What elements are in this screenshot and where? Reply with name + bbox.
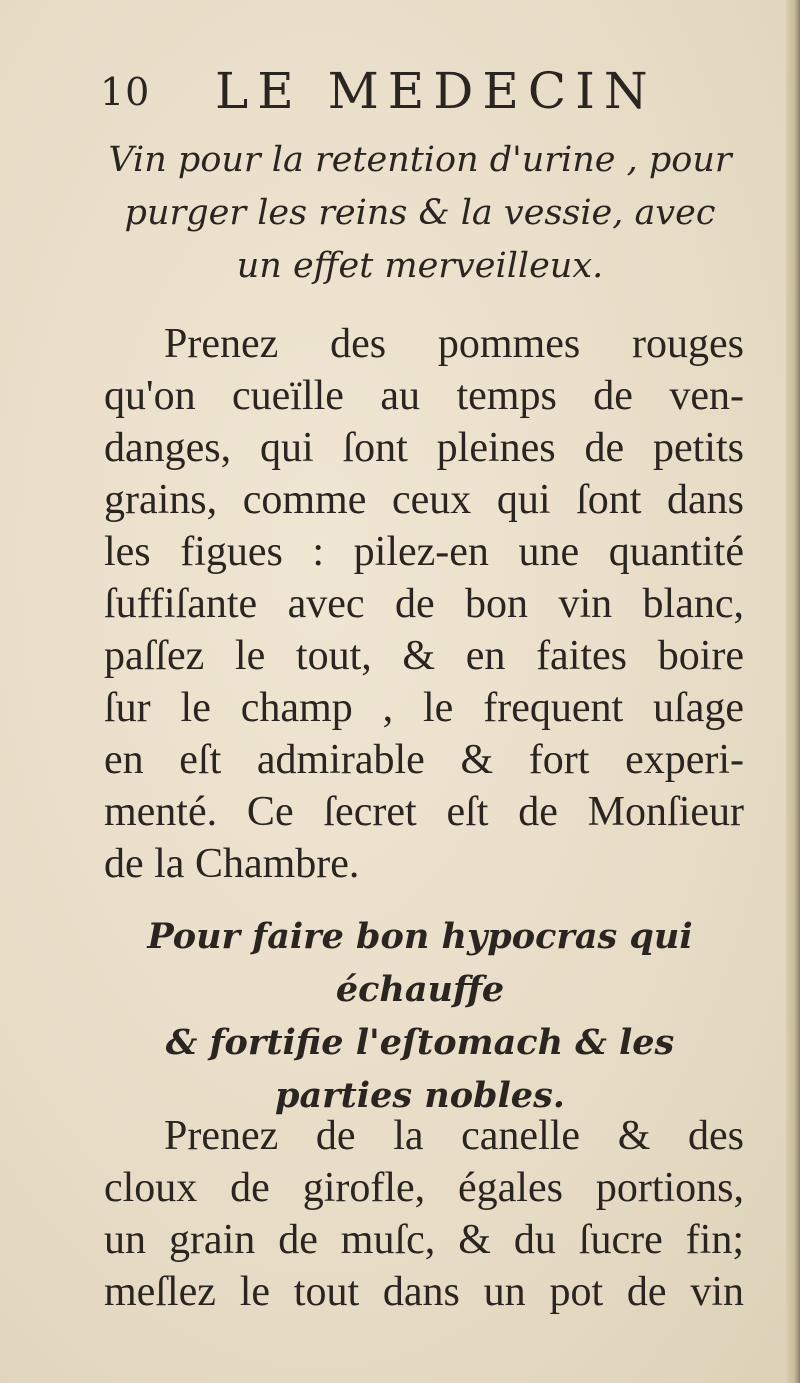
text-line: de la Chambre. <box>104 841 360 887</box>
heading-line: un effet merveilleux. <box>236 246 604 286</box>
page-edge <box>786 0 800 1383</box>
text-line: Prenez de la canelle & des <box>164 1113 744 1159</box>
text-line: qu'on cueïlle au temps de ven- <box>104 373 744 419</box>
text-line: ſur le champ , le frequent uſage <box>104 685 744 731</box>
recipe-heading-1 <box>100 134 740 293</box>
text-line: grains, comme ceux qui ſont dans <box>104 477 744 523</box>
text-line: meſlez le tout dans un pot de vin <box>104 1269 744 1315</box>
text-line: ſuffiſante avec de bon vin blanc, <box>104 581 744 627</box>
heading-line: & fortifie l'eſtomach & les <box>165 1022 675 1063</box>
text-line: cloux de girofle, égales portions, <box>104 1165 744 1211</box>
heading-line: purger les reins & la vessie, avec <box>124 193 716 233</box>
text-line: en eſt admirable & fort experi- <box>104 737 744 783</box>
heading-line: parties nobles. <box>275 1075 565 1116</box>
recipe-heading-2 <box>100 910 740 1122</box>
recipe-text-1 <box>104 318 744 890</box>
page-number: 10 <box>100 70 151 114</box>
heading-line: Pour faire bon hypocras qui échauffe <box>147 916 693 1010</box>
page-header <box>100 62 740 122</box>
recipe-text-2 <box>104 1110 744 1318</box>
heading-line: Vin pour la retention d'urine , pour <box>108 140 732 180</box>
text-line: les figues : pilez-en une quantité <box>104 529 744 575</box>
text-line: un grain de muſc, & du ſucre fin; <box>104 1217 744 1263</box>
text-line: danges, qui ſont pleines de petits <box>104 425 744 471</box>
text-line: menté. Ce ſecret eſt de Monſieur <box>104 789 744 835</box>
running-title: LE MEDECIN <box>215 62 657 120</box>
text-line: paſſez le tout, & en faites boire <box>104 633 744 679</box>
text-line: Prenez des pommes rouges <box>164 321 744 367</box>
